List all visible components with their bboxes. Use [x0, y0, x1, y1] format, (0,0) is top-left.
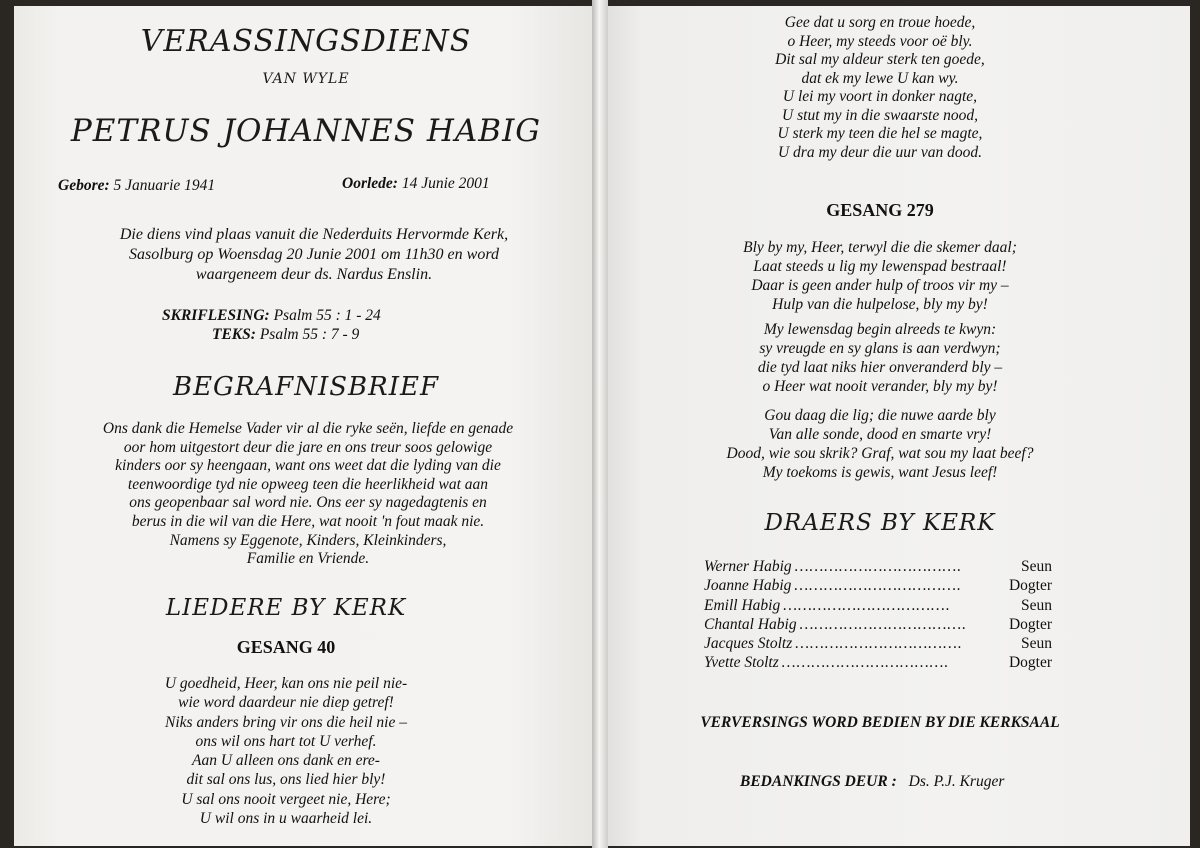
- hymn-line: Gee dat u sorg en troue hoede,: [784, 14, 976, 31]
- bearer-leader-dots: …………………………….: [783, 596, 951, 614]
- hymn-line: ons wil ons hart tot U verhef.: [195, 732, 377, 750]
- deceased-name: PETRUS JOHANNES HABIG: [70, 113, 542, 149]
- hymn-279-verse-2: [600, 320, 1160, 396]
- text-value: Psalm 55 : 7 - 9: [259, 326, 360, 343]
- hymn-line: My lewensdag begin alreeds te kwyn:: [763, 321, 997, 338]
- right-page: [600, 6, 1190, 846]
- thanks-label: BEDANKINGS DEUR :: [740, 773, 897, 790]
- hymn-line: My toekoms is gewis, want Jesus leef!: [762, 464, 998, 481]
- van-wyle-subtitle: VAN WYLE: [262, 71, 350, 87]
- died-value: 14 Junie 2001: [401, 175, 490, 192]
- booklet-fold: [592, 0, 608, 848]
- letter-line: Familie en Vriende.: [246, 550, 370, 568]
- bearer-row: [704, 615, 1052, 634]
- service-line: waargeneem deur ds. Nardus Enslin.: [195, 266, 433, 283]
- bearer-name: Emill Habig: [704, 596, 781, 614]
- letter-line: Ons dank die Hemelse Vader vir al die ryke seën, liefde en genade: [102, 420, 514, 437]
- bearer-relation: Seun: [1021, 596, 1052, 614]
- bearer-row: [704, 634, 1052, 653]
- hymn-line: wie word daardeur nie diep getref!: [178, 694, 394, 712]
- hymn-line: dat ek my lewe U kan wy.: [801, 69, 959, 87]
- scripture-value: Psalm 55 : 1 - 24: [273, 307, 381, 324]
- bearer-leader-dots: …………………………….: [781, 654, 950, 672]
- left-page: [14, 6, 598, 846]
- bearer-relation: Dogter: [1008, 654, 1052, 672]
- hymn-line: Gou daag die lig; die nuwe aarde bly: [764, 407, 996, 424]
- hymn-line: sy vreugde en sy glans is aan verdwyn;: [759, 340, 1001, 357]
- bearer-name: Chantal Habig: [704, 615, 797, 633]
- text-label: TEKS:: [212, 326, 256, 343]
- bearer-leader-dots: …………………………….: [795, 635, 963, 653]
- letter-line: berus in die wil van die Here, wat nooit 'n fout maak nie.: [131, 512, 485, 530]
- hymn-line: U stut my in die swaarste nood,: [782, 106, 978, 124]
- thanks-value: Ds. P.J. Kruger: [908, 773, 1005, 790]
- bearer-name: Werner Habig: [704, 558, 792, 575]
- bearer-row: [704, 557, 1052, 576]
- songs-heading: LIEDERE BY KERK: [165, 595, 407, 621]
- bearer-leader-dots: …………………………….: [794, 558, 963, 575]
- hymn-line: Hulp van die hulpelose, bly my by!: [772, 296, 988, 313]
- bearer-relation: Seun: [1021, 635, 1052, 653]
- scripture-block: [162, 306, 381, 344]
- letter-line: ons geopenbaar sal word nie. Ons eer sy nagedagtenis en: [129, 494, 487, 512]
- bearer-relation: Dogter: [1008, 577, 1052, 595]
- died-date: [342, 175, 490, 193]
- bearer-relation: Seun: [1021, 558, 1052, 575]
- bearer-row: [704, 576, 1052, 595]
- funeral-letter: [16, 420, 598, 569]
- hymn-line: Bly by my, Heer, terwyl die die skemer daal;: [743, 239, 1017, 256]
- bearer-leader-dots: …………………………….: [799, 615, 968, 633]
- born-value: 5 Januarie 1941: [113, 177, 216, 194]
- bearers-list: [704, 557, 1052, 673]
- thanks-note: [740, 773, 1004, 791]
- page-title: VERASSINGSDIENS: [140, 24, 472, 59]
- scripture-label: SKRIFLESING:: [162, 307, 270, 324]
- hymn-line: U sal ons nooit vergeet nie, Here;: [181, 790, 391, 808]
- letter-line: kinders oor sy heengaan, want ons weet dat die lyding van die: [115, 457, 501, 475]
- letter-line: oor hom uitgestort deur die jare en ons treur soos gelowige: [123, 438, 493, 456]
- hymn-line: Dood, wie sou skrik? Graf, wat sou my laat beef?: [726, 445, 1034, 462]
- service-line: Sasolburg op Woensdag 20 Junie 2001 om 11h30 en word: [129, 246, 499, 263]
- sermon-text: [212, 325, 381, 344]
- bearer-row: [704, 596, 1052, 615]
- born-label: Gebore:: [58, 177, 110, 194]
- hymn-line: die tyd laat niks hier onveranderd bly –: [757, 359, 1003, 376]
- letter-heading: BEGRAFNISBRIEF: [172, 372, 440, 402]
- letter-line: Namens sy Eggenote, Kinders, Kleinkinders,: [169, 531, 447, 549]
- born-date: [58, 177, 215, 195]
- bearer-relation: Dogter: [1008, 615, 1052, 633]
- service-details: [34, 225, 594, 285]
- bearer-row: [704, 653, 1052, 672]
- hymn-line: U dra my deur die uur van dood.: [777, 143, 983, 161]
- hymn-line: Laat steeds u lig my lewenspad bestraal!: [753, 258, 1007, 275]
- hymn-279-verse-3: [600, 406, 1160, 482]
- letter-line: teenwoordige tyd nie opweeg teen die heerlikheid wat aan: [127, 475, 489, 493]
- hymn-line: Aan U alleen ons dank en ere-: [192, 752, 380, 770]
- bearers-heading: DRAERS BY KERK: [764, 510, 996, 536]
- hymn-line: Van alle sonde, dood en smarte vry!: [768, 426, 992, 443]
- bearer-leader-dots: …………………………….: [794, 577, 962, 595]
- hymn-line: U goedheid, Heer, kan ons nie peil nie-: [164, 675, 408, 692]
- hymn-line: U wil ons in u waarheid lei.: [199, 810, 373, 828]
- hymn-line: dit sal ons lus, ons lied hier bly!: [186, 771, 386, 789]
- hymn-279-verse-1: [600, 238, 1160, 314]
- hymn-line: Daar is geen ander hulp of troos vir my –: [751, 277, 1009, 294]
- bearer-name: Jacques Stoltz: [704, 635, 793, 653]
- hymn-40-continued: [600, 14, 1160, 162]
- hymn-279-title: GESANG 279: [826, 200, 934, 220]
- service-line: Die diens vind plaas vanuit die Nederduits Hervormde Kerk,: [119, 226, 509, 243]
- scripture-reading: [162, 306, 381, 325]
- hymn-40-title: GESANG 40: [236, 637, 336, 657]
- bearer-name: Yvette Stoltz: [704, 654, 779, 672]
- died-label: Oorlede:: [342, 175, 398, 192]
- hymn-line: Niks anders bring vir ons die heil nie –: [165, 713, 407, 731]
- refreshments-note: VERVERSINGS WORD BEDIEN BY DIE KERKSAAL: [700, 714, 1060, 731]
- hymn-line: o Heer, my steeds voor oë bly.: [787, 32, 973, 50]
- hymn-line: U sterk my teen die hel se magte,: [777, 125, 983, 142]
- hymn-40-verse: [14, 674, 578, 828]
- hymn-line: U lei my voort in donker nagte,: [782, 88, 978, 105]
- hymn-line: o Heer wat nooit verander, bly my by!: [762, 378, 998, 395]
- bearer-name: Joanne Habig: [704, 577, 792, 595]
- hymn-line: Dit sal my aldeur sterk ten goede,: [775, 51, 985, 68]
